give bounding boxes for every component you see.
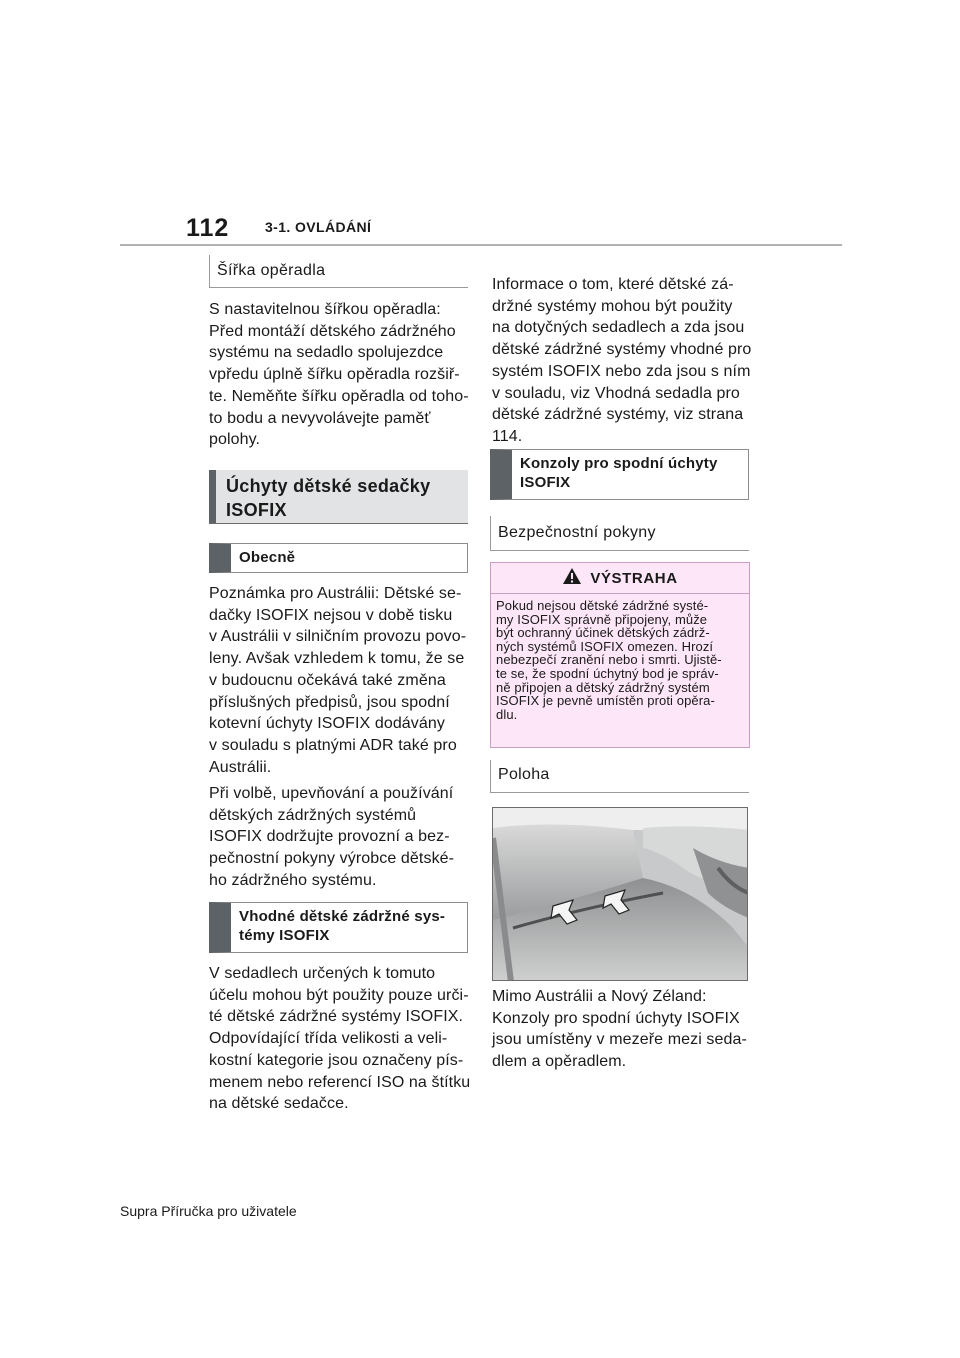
text-line: leny. Avšak vzhledem k tomu, že se (209, 650, 465, 668)
text-line: systému na sedadlo spolujezdce (209, 344, 444, 362)
isofix-position-image (492, 807, 748, 981)
text-line: Odpovídající třída velikosti a veli- (209, 1030, 448, 1048)
text-line: vpředu úplně šířku opěradla rozšiř- (209, 366, 460, 384)
text-line: to bodu a nevyvolávejte paměť (209, 409, 431, 427)
label-tick (490, 516, 491, 550)
warning-line: my ISOFIX správně připojeny, může (496, 611, 708, 627)
warning-line: te se, že spodní úchytný bod je správ- (496, 665, 719, 681)
text-line: na dotyčných sedadlech a zda jsou (492, 319, 745, 337)
isofix-heading (209, 470, 468, 523)
paragraph-info (492, 274, 762, 448)
heading-line: Úchyty dětské sedačky (226, 476, 431, 496)
heading-line: ISOFIX (520, 474, 571, 491)
heading-line: témy ISOFIX (239, 927, 330, 944)
text-line: jsou umístěny v mezeře mezi seda- (492, 1031, 747, 1049)
text-line: systém ISOFIX nebo zda jsou s ním (492, 362, 751, 380)
heading-line: ISOFIX (226, 500, 287, 520)
text-line: Konzoly pro spodní úchyty ISOFIX (492, 1009, 740, 1027)
warning-line: dlu. (496, 706, 518, 722)
warning-title-bar (491, 563, 749, 594)
konzoly-heading (490, 449, 749, 500)
label-tick (209, 255, 210, 287)
text-line: v souladu s platnými ADR také pro (209, 736, 457, 754)
paragraph-mimo (492, 986, 762, 1073)
text-line: V sedadlech určených k tomuto (209, 965, 436, 982)
heading-line: Vhodné dětské zádržné sys- (239, 908, 446, 925)
text-line: dětské zádržné systémy vhodné pro (492, 341, 752, 359)
paragraph-australia (209, 583, 479, 778)
header-rule (120, 244, 842, 246)
text-line: Při volbě, upevňování a používání (209, 785, 454, 802)
paragraph-sedadlech (209, 963, 479, 1115)
heading-rule (209, 523, 468, 524)
label-poloha: Poloha (498, 766, 550, 783)
text-line: v budoucnu očekává také změna (209, 671, 446, 689)
warning-triangle-icon (562, 567, 582, 590)
label-rule (209, 287, 468, 288)
warning-line: ných systémů ISOFIX omezen. Hrozí (496, 638, 714, 654)
text-line: polohy. (209, 431, 261, 449)
warning-text (491, 594, 749, 721)
text-line: v Austrálii v silničním provozu povo- (209, 628, 467, 646)
text-line: ho zádržného systému. (209, 871, 377, 889)
warning-line: nebezpečí zranění nebo i smrti. Ujistě- (496, 652, 722, 668)
text-line: Před montáží dětského zádržného (209, 322, 456, 340)
text-line: příslušných předpisů, jsou spodní (209, 693, 450, 711)
text-line: S nastavitelnou šířkou opěradla: (209, 301, 441, 318)
warning-line: ISOFIX je pevně umístěn proti opěra- (496, 693, 715, 709)
label-tick (490, 760, 491, 792)
text-line: dlem a opěradlem. (492, 1053, 627, 1071)
warning-box (490, 562, 750, 748)
text-line: v souladu, viz Vhodná sedadla pro (492, 384, 740, 402)
obecne-heading: Obecně (209, 543, 468, 573)
warning-title: VÝSTRAHA (590, 569, 678, 587)
warning-line: být ochranný účinek dětských zádrž- (496, 625, 710, 641)
heading-line: Konzoly pro spodní úchyty (520, 455, 718, 472)
warning-line: Pokud nejsou dětské zádržné systé- (496, 598, 709, 613)
paragraph-sirka (209, 299, 479, 451)
text-line: kostní kategorie jsou označeny pís- (209, 1051, 464, 1069)
text-line: Austrálii. (209, 758, 272, 776)
text-line: menem nebo referencí ISO na štítku (209, 1073, 471, 1091)
text-line: pečnostní pokyny výrobce dětské- (209, 850, 455, 868)
text-line: kotevní úchyty ISOFIX dodávány (209, 715, 446, 733)
label-sirka-operadla: Šířka opěradla (217, 262, 326, 279)
text-line: dačky ISOFIX nejsou v době tisku (209, 606, 453, 624)
footer-text: Supra Příručka pro uživatele (120, 1203, 297, 1219)
text-line: te. Neměňte šířku opěradla od toho- (209, 387, 469, 405)
text-line: držné systémy mohou být použity (492, 297, 733, 315)
text-line: dětské zádržné systémy, viz strana (492, 406, 744, 424)
text-line: na dětské sedačce. (209, 1095, 349, 1113)
paragraph-volba (209, 783, 479, 892)
text-line: účelu mohou být použity pouze urči- (209, 986, 469, 1004)
text-line: dětských zádržných systémů (209, 806, 417, 824)
section-title: 3-1. OVLÁDÁNÍ (265, 219, 372, 235)
text-line: Informace o tom, které dětské zá- (492, 276, 734, 293)
page-number: 112 (186, 214, 230, 242)
text-line: 114. (492, 427, 523, 445)
label-rule (490, 550, 749, 551)
label-rule (490, 792, 749, 793)
text-line: Mimo Austrálii a Nový Zéland: (492, 988, 707, 1005)
text-line: ISOFIX dodržujte provozní a bez- (209, 828, 450, 846)
text-line: té dětské zádržné systémy ISOFIX. (209, 1008, 464, 1026)
text-line: Poznámka pro Austrálii: Dětské se- (209, 585, 462, 602)
vhodne-heading (209, 902, 468, 953)
warning-line: ně připojen a dětský zádržný systém (496, 679, 710, 695)
label-bezpecnostni-pokyny: Bezpečnostní pokyny (498, 524, 656, 541)
